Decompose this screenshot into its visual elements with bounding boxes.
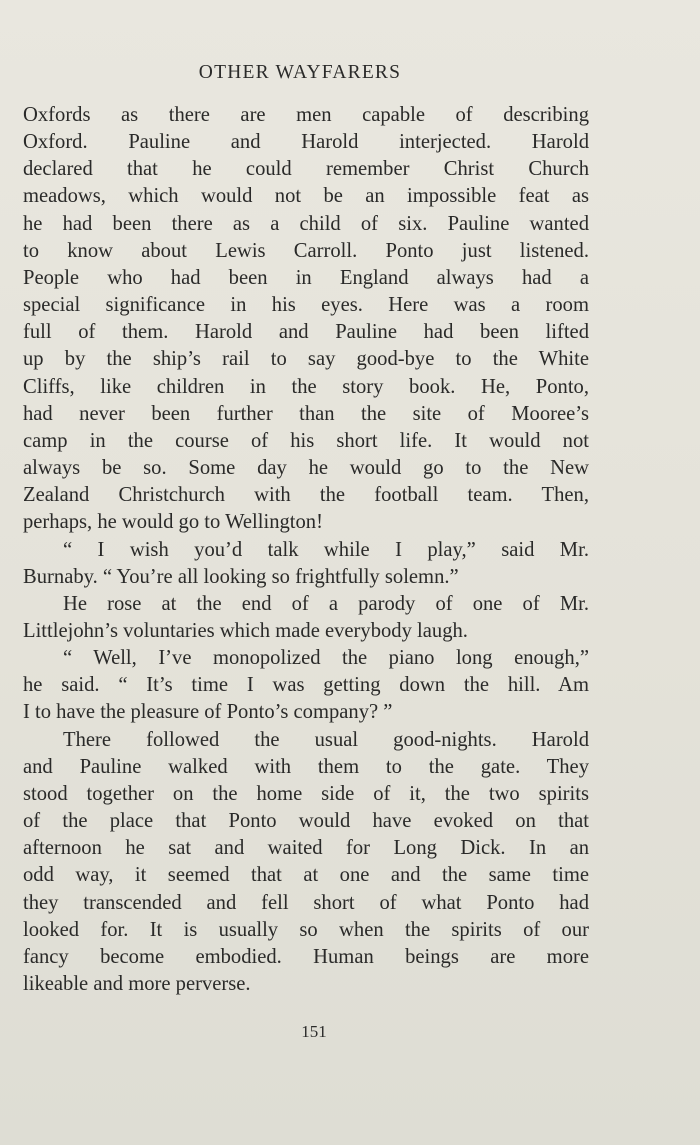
- text-line: Littlejohn’s voluntaries which made everybody laugh.: [23, 619, 468, 642]
- text-line: He rose at the end of a parody of one of Mr.: [63, 592, 589, 615]
- text-line: to know about Lewis Carroll. Ponto just listened.: [23, 239, 589, 262]
- page-number: 151: [301, 1022, 327, 1041]
- text-line: had never been further than the site of Mooree’s: [23, 402, 589, 425]
- text-line: There followed the usual good-nights. Harold: [63, 728, 589, 751]
- text-line: “ Well, I’ve monopolized the piano long enough,”: [63, 647, 589, 670]
- text-line: he had been there as a child of six. Pauline wanted: [23, 212, 589, 235]
- text-line: “ I wish you’d talk while I play,” said Mr.: [63, 538, 589, 561]
- text-line: he said. “ It’s time I was getting down the hill. Am: [23, 674, 589, 697]
- text-line: meadows, which would not be an impossible feat as: [23, 185, 589, 208]
- text-line: full of them. Harold and Pauline had been lifted: [23, 321, 589, 344]
- text-line: I to have the pleasure of Ponto’s company? ”: [23, 701, 393, 724]
- text-line: Burnaby. “ You’re all looking so frightfully solemn.”: [23, 565, 459, 588]
- text-line: odd way, it seemed that at one and the same time: [23, 864, 589, 887]
- text-line: they transcended and fell short of what Ponto had: [23, 891, 589, 914]
- text-line: declared that he could remember Christ Church: [23, 158, 589, 181]
- text-line: camp in the course of his short life. It would not: [23, 429, 589, 452]
- text-line: always be so. Some day he would go to the New: [23, 457, 589, 480]
- text-line: special significance in his eyes. Here was a room: [23, 294, 589, 317]
- text-line: up by the ship’s rail to say good-bye to the White: [23, 348, 589, 371]
- text-line: Oxford. Pauline and Harold interjected. Harold: [23, 131, 589, 154]
- text-line: stood together on the home side of it, the two spirits: [23, 782, 589, 805]
- text-line: fancy become embodied. Human beings are more: [23, 945, 589, 968]
- text-line: Oxfords as there are men capable of describing: [23, 104, 589, 126]
- text-line: afternoon he sat and waited for Long Dick. In an: [23, 837, 589, 860]
- text-line: likeable and more perverse.: [23, 973, 251, 995]
- text-line: Zealand Christchurch with the football team. Then,: [23, 484, 589, 507]
- text-line: People who had been in England always had a: [23, 266, 589, 289]
- text-line: Cliffs, like children in the story book. He, Ponto,: [23, 375, 589, 398]
- text-line: looked for. It is usually so when the spirits of our: [23, 918, 589, 941]
- text-line: of the place that Ponto would have evoked on that: [23, 810, 589, 833]
- text-line: and Pauline walked with them to the gate. They: [23, 755, 589, 778]
- running-head: OTHER WAYFARERS: [198, 62, 402, 83]
- text-line: perhaps, he would go to Wellington!: [23, 511, 323, 534]
- body-text: [23, 102, 589, 998]
